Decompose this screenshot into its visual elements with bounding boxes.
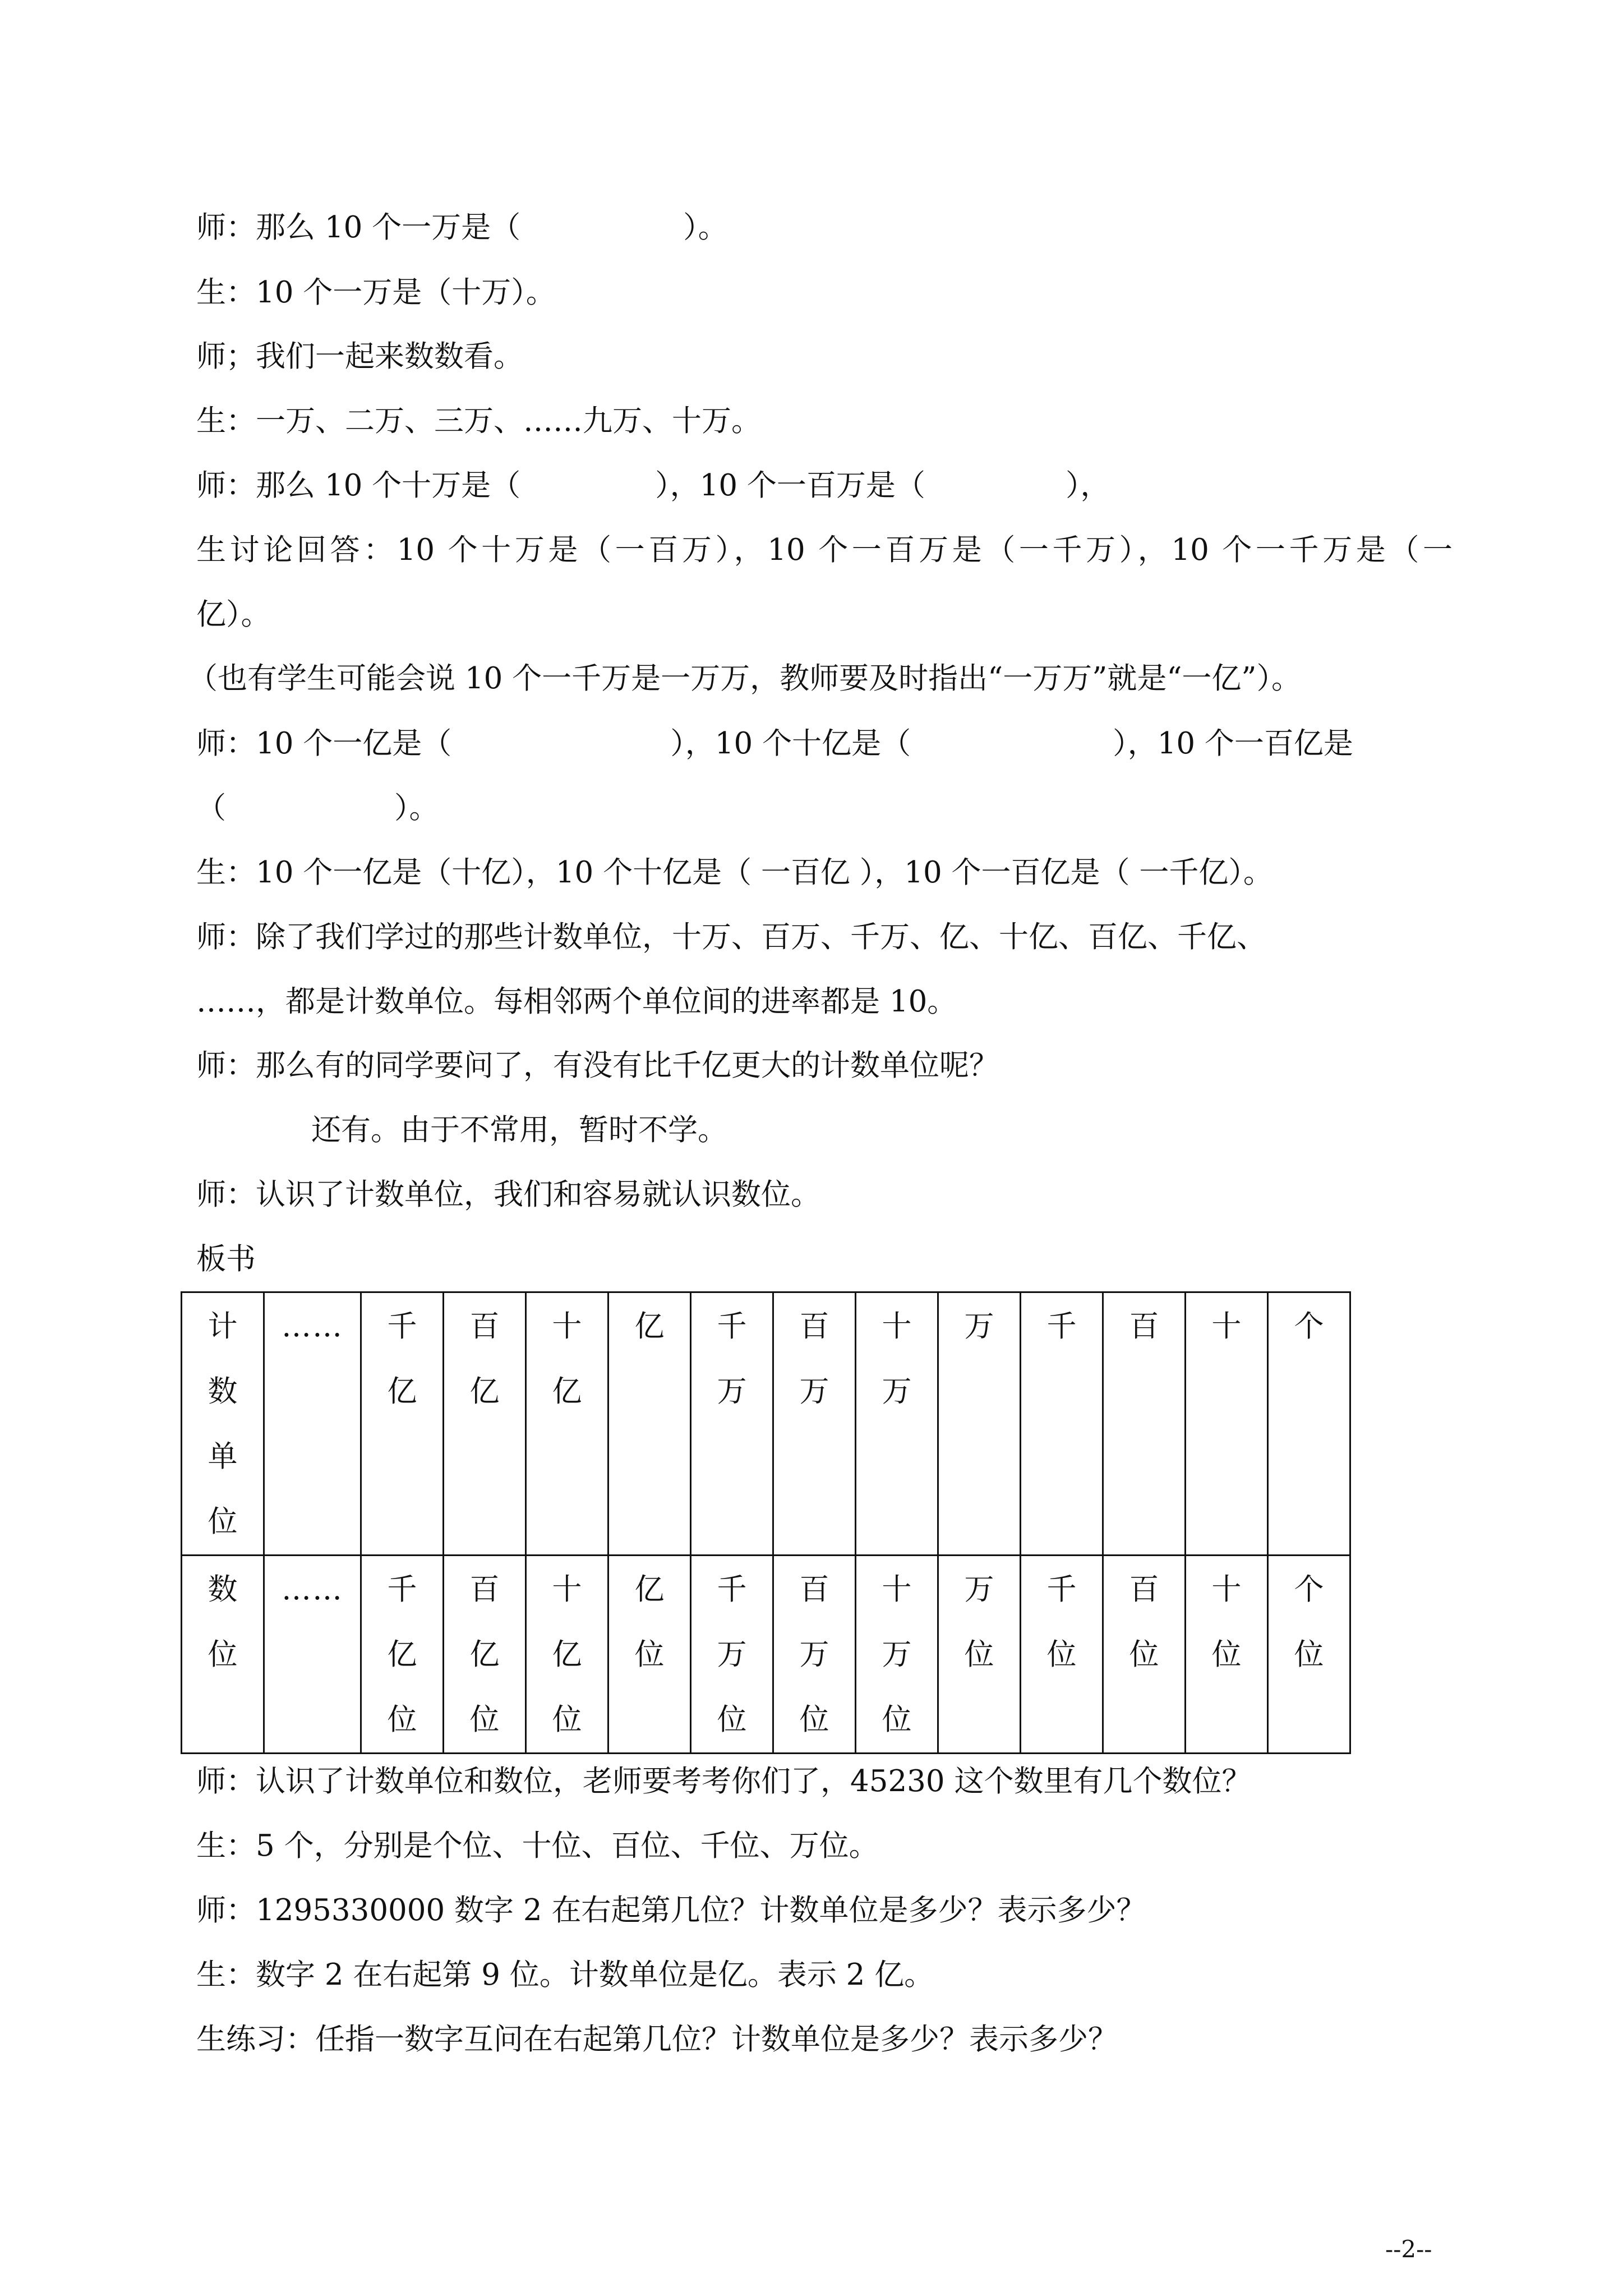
cell-text bbox=[1186, 1293, 1267, 1359]
cell-char: 位 bbox=[882, 1703, 912, 1737]
cell-char: 百 bbox=[799, 1309, 829, 1343]
table-cell bbox=[526, 1556, 608, 1754]
table-cell bbox=[444, 1292, 526, 1556]
cell-text bbox=[774, 1293, 855, 1424]
cell-char: 千 bbox=[387, 1572, 417, 1607]
table-cell bbox=[1021, 1292, 1103, 1556]
table-cell bbox=[1268, 1292, 1350, 1556]
cell-char: 万 bbox=[717, 1374, 747, 1409]
cell-char: 百 bbox=[799, 1572, 829, 1607]
table-cell bbox=[691, 1556, 773, 1754]
dialogue-line-14: 师：那么有的同学要问了，有没有比千亿更大的计数单位呢？ bbox=[196, 1048, 999, 1083]
cell-char: 位 bbox=[964, 1637, 994, 1672]
row-header-place-values: 数 位 bbox=[182, 1556, 264, 1754]
table-cell bbox=[1021, 1556, 1103, 1754]
dialogue-line-17: 师：认识了计数单位和数位，老师要考考你们了，45230 这个数里有几个数位？ bbox=[196, 1764, 1252, 1798]
cell-char: 百 bbox=[469, 1309, 500, 1343]
cell-char: 位 bbox=[1294, 1637, 1324, 1672]
table-cell bbox=[938, 1556, 1021, 1754]
cell-char: 十 bbox=[1211, 1572, 1242, 1607]
cell-text bbox=[856, 1556, 937, 1752]
cell-text bbox=[527, 1293, 607, 1424]
cell-char: 万 bbox=[964, 1309, 994, 1343]
cell-text bbox=[1104, 1556, 1184, 1687]
line-text: （ bbox=[196, 791, 226, 825]
cell-char: 十 bbox=[552, 1309, 582, 1343]
cell-char: 位 bbox=[1129, 1637, 1159, 1672]
cell-char: 万 bbox=[964, 1572, 994, 1607]
cell-char: 亿 bbox=[387, 1637, 417, 1672]
row-header-counting-units: 计 数 单 位 bbox=[182, 1292, 264, 1556]
cell-char: 位 bbox=[552, 1703, 582, 1737]
cell-text bbox=[444, 1293, 525, 1424]
cell-char: 千 bbox=[717, 1309, 747, 1343]
cell-char: 位 bbox=[387, 1703, 417, 1737]
cell-char: …… bbox=[282, 1572, 343, 1607]
cell-text bbox=[691, 1293, 772, 1424]
cell-text bbox=[691, 1556, 772, 1752]
dialogue-line-21: 生练习：任指一数字互问在右起第几位？计数单位是多少？表示多少？ bbox=[196, 2022, 1118, 2056]
cell-char: 十 bbox=[552, 1572, 582, 1607]
cell-text bbox=[527, 1556, 607, 1752]
table-cell bbox=[856, 1556, 938, 1754]
cell-char: 千 bbox=[1046, 1572, 1077, 1607]
cell-char: 千 bbox=[1046, 1309, 1077, 1343]
dialogue-line-7: 亿）。 bbox=[196, 597, 271, 632]
cell-char: 位 bbox=[634, 1637, 665, 1672]
cell-char: 十 bbox=[1211, 1309, 1242, 1343]
cell-text bbox=[1104, 1293, 1184, 1359]
cell-char: 万 bbox=[799, 1637, 829, 1672]
cell-text bbox=[856, 1293, 937, 1424]
cell-char: 亿 bbox=[634, 1572, 665, 1607]
dialogue-line-18: 生：5 个，分别是个位、十位、百位、千位、万位。 bbox=[196, 1829, 879, 1863]
table-cell bbox=[361, 1292, 444, 1556]
line-text: ），10 个十亿是（ bbox=[670, 726, 911, 761]
cell-text bbox=[774, 1556, 855, 1752]
cell-char: 万 bbox=[717, 1637, 747, 1672]
cell-char: …… bbox=[282, 1309, 343, 1343]
dialogue-line-13: ……，都是计数单位。每相邻两个单位间的进率都是 10。 bbox=[196, 984, 957, 1019]
cell-char: 个 bbox=[1294, 1572, 1324, 1607]
cell-char: 亿 bbox=[469, 1637, 500, 1672]
line-text: ），10 个一百亿是 bbox=[1113, 726, 1353, 761]
cell-text bbox=[939, 1293, 1020, 1359]
cell-text bbox=[609, 1556, 690, 1687]
table-cell bbox=[526, 1292, 608, 1556]
cell-text bbox=[1186, 1556, 1267, 1687]
dialogue-line-3: 师；我们一起来数数看。 bbox=[196, 339, 523, 374]
line-text: ）。 bbox=[683, 210, 728, 245]
table-cell bbox=[1103, 1292, 1186, 1556]
cell-char: 万 bbox=[799, 1374, 829, 1409]
cell-char: 位 bbox=[799, 1703, 829, 1737]
table-cell bbox=[444, 1556, 526, 1754]
dialogue-line-8: （也有学生可能会说 10 个一千万是一万万，教师要及时指出“一万万”就是“一亿”）。 bbox=[188, 661, 1302, 696]
cell-char: 亿 bbox=[469, 1374, 500, 1409]
line-text: ）， bbox=[1065, 468, 1110, 503]
table-cell bbox=[608, 1292, 691, 1556]
dialogue-line-19: 师：1295330000 数字 2 在右起第几位？计数单位是多少？表示多少？ bbox=[196, 1893, 1146, 1927]
cell-char: 十 bbox=[882, 1572, 912, 1607]
cell-text bbox=[1021, 1293, 1102, 1359]
place-value-table bbox=[181, 1291, 1351, 1754]
dialogue-line-6: 生讨论回答：10 个十万是（一百万），10 个一百万是（一千万），10 个一千万是（一 bbox=[196, 533, 1453, 567]
cell-text bbox=[265, 1556, 360, 1622]
dialogue-line-2: 生：10 个一万是（十万）。 bbox=[196, 275, 556, 310]
table-cell bbox=[856, 1292, 938, 1556]
page-number: --2-- bbox=[1385, 2235, 1432, 2263]
table-cell bbox=[1103, 1556, 1186, 1754]
dialogue-line-9 bbox=[196, 725, 1453, 762]
line-text: 师：那么 10 个十万是（ bbox=[196, 468, 521, 503]
cell-text bbox=[362, 1556, 442, 1752]
table-cell bbox=[691, 1292, 773, 1556]
cell-text bbox=[265, 1293, 360, 1359]
cell-char: 万 bbox=[882, 1374, 912, 1409]
place-values-row bbox=[182, 1556, 1350, 1754]
cell-text bbox=[939, 1556, 1020, 1687]
cell-char: 亿 bbox=[634, 1309, 665, 1343]
dialogue-line-4: 生：一万、二万、三万、……九万、十万。 bbox=[196, 404, 761, 438]
cell-text bbox=[444, 1556, 525, 1752]
cell-char: 亿 bbox=[387, 1374, 417, 1409]
cell-char: 百 bbox=[469, 1572, 500, 1607]
cell-text bbox=[1269, 1556, 1349, 1687]
cell-char: 位 bbox=[1211, 1637, 1242, 1672]
dialogue-line-12: 师：除了我们学过的那些计数单位，十万、百万、千万、亿、十亿、百亿、千亿、 bbox=[196, 920, 1266, 954]
table-cell bbox=[1186, 1556, 1268, 1754]
cell-char: 亿 bbox=[552, 1374, 582, 1409]
dialogue-line-10 bbox=[196, 790, 1453, 827]
cell-char: 亿 bbox=[552, 1637, 582, 1672]
table-cell bbox=[1186, 1292, 1268, 1556]
line-text: 师：10 个一亿是（ bbox=[196, 726, 452, 761]
dialogue-line-20: 生：数字 2 在右起第 9 位。计数单位是亿。表示 2 亿。 bbox=[196, 1958, 934, 1992]
table-cell bbox=[264, 1556, 361, 1754]
cell-char: 万 bbox=[882, 1637, 912, 1672]
table-cell bbox=[773, 1556, 856, 1754]
line-text: 师：那么 10 个一万是（ bbox=[196, 210, 521, 245]
cell-text bbox=[1021, 1556, 1102, 1687]
cell-char: 位 bbox=[717, 1703, 747, 1737]
table-cell bbox=[361, 1556, 444, 1754]
cell-char: 位 bbox=[469, 1703, 500, 1737]
table-cell bbox=[773, 1292, 856, 1556]
cell-text bbox=[1269, 1293, 1349, 1359]
cell-char: 位 bbox=[1046, 1637, 1077, 1672]
board-heading: 板书 bbox=[196, 1242, 256, 1276]
cell-char: 千 bbox=[387, 1309, 417, 1343]
dialogue-line-1 bbox=[196, 209, 1453, 246]
cell-text bbox=[609, 1293, 690, 1359]
table-cell bbox=[938, 1292, 1021, 1556]
dialogue-line-16: 师：认识了计数单位，我们和容易就认识数位。 bbox=[196, 1177, 820, 1212]
counting-units-row bbox=[182, 1292, 1350, 1556]
line-text: ），10 个一百万是（ bbox=[655, 468, 925, 503]
cell-char: 百 bbox=[1129, 1309, 1159, 1343]
cell-char: 千 bbox=[717, 1572, 747, 1607]
dialogue-line-15: 还有。由于不常用，暂时不学。 bbox=[311, 1113, 727, 1147]
dialogue-line-11: 生：10 个一亿是（十亿），10 个十亿是（ 一百亿 ），10 个一百亿是（ 一千亿）。 bbox=[196, 855, 1273, 890]
cell-char: 百 bbox=[1129, 1572, 1159, 1607]
table-cell bbox=[264, 1292, 361, 1556]
cell-char: 个 bbox=[1294, 1309, 1324, 1343]
table-cell bbox=[608, 1556, 691, 1754]
cell-text bbox=[362, 1293, 442, 1424]
dialogue-line-5 bbox=[196, 467, 1453, 504]
cell-char: 十 bbox=[882, 1309, 912, 1343]
line-text: ）。 bbox=[394, 791, 439, 825]
table-cell bbox=[1268, 1556, 1350, 1754]
